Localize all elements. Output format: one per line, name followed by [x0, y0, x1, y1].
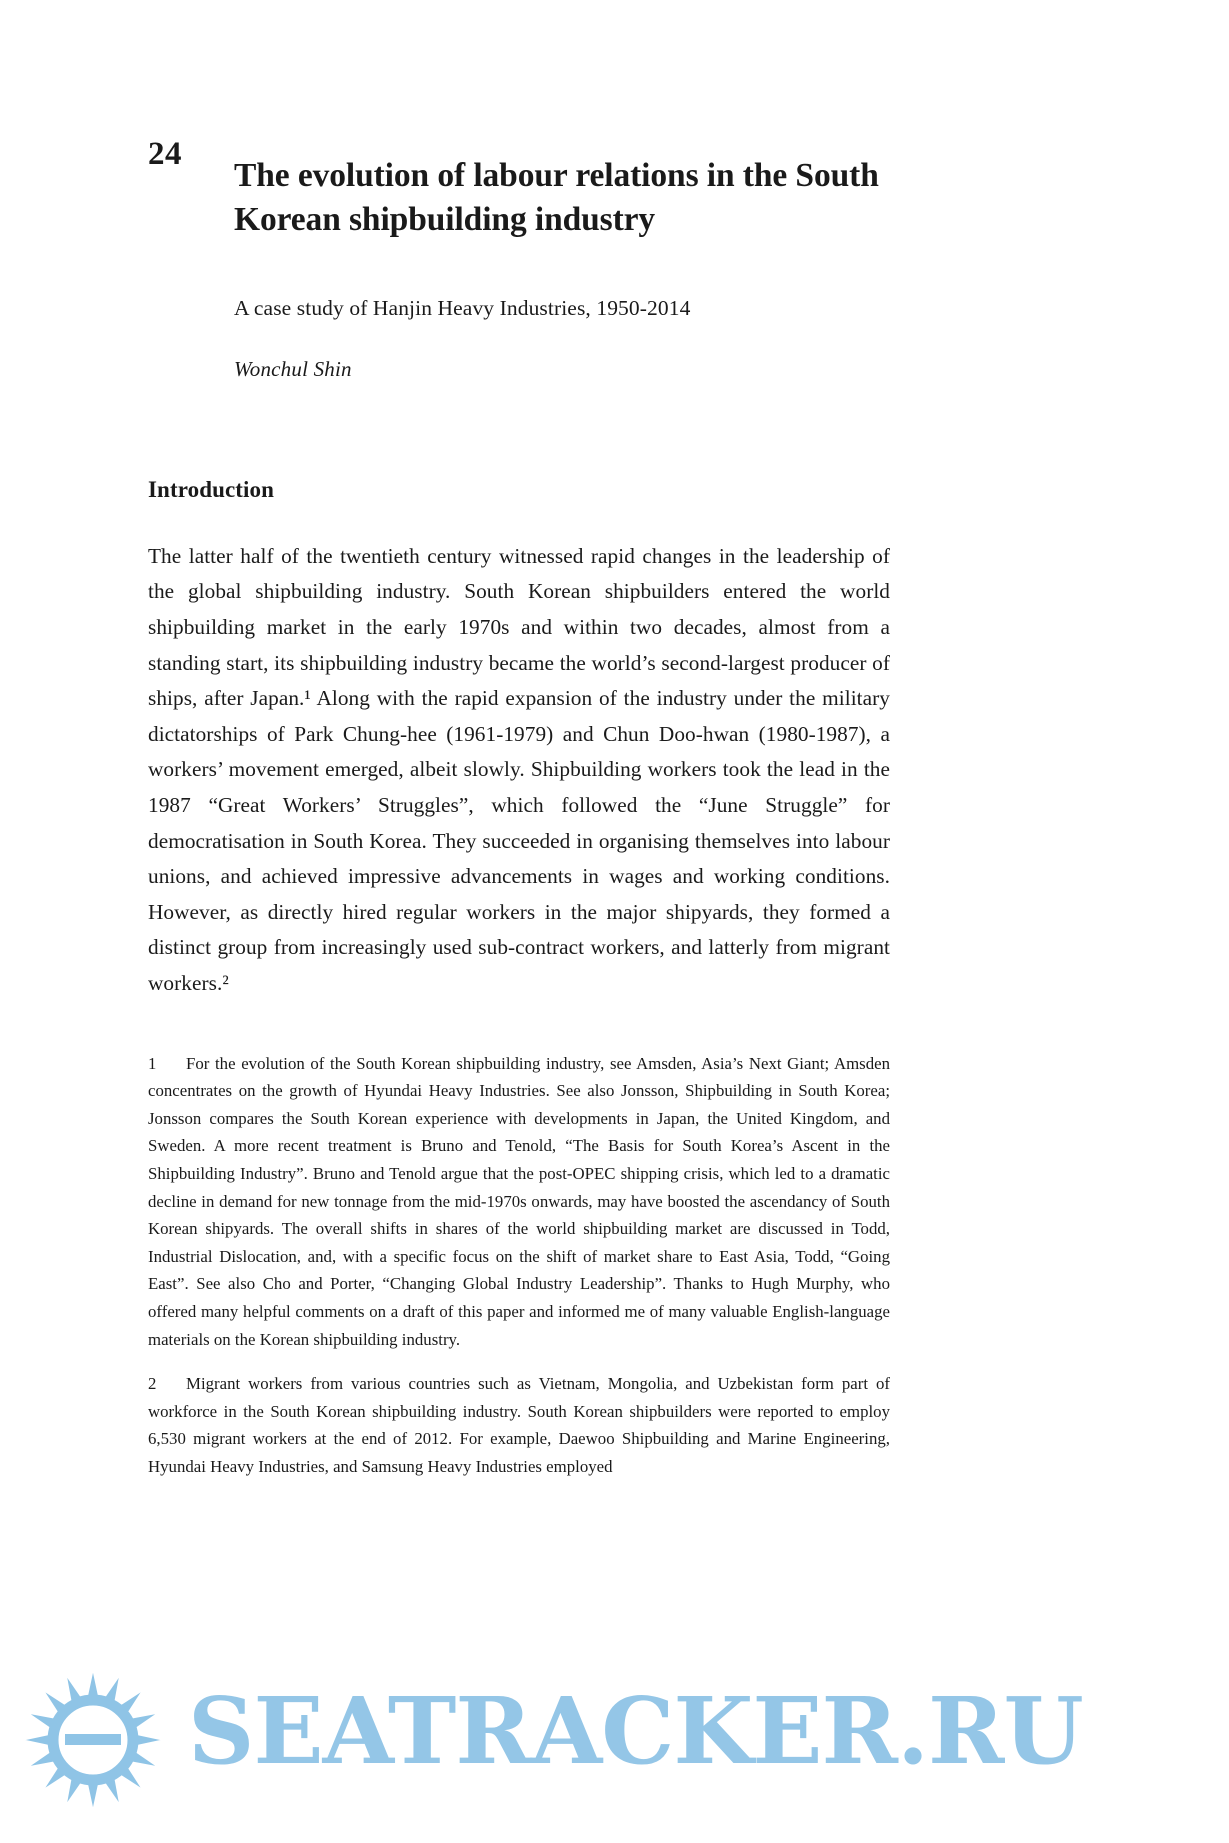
footnote-number: 2 — [148, 1373, 157, 1393]
author-name: Wonchul Shin — [234, 356, 352, 381]
footnotes-section — [148, 1050, 890, 1481]
footnote-item — [148, 1370, 890, 1480]
chapter-header — [148, 132, 890, 265]
watermark-text: SEATRACKER.RU — [188, 1677, 1083, 1785]
chapter-number: 24 — [148, 136, 182, 172]
watermark — [10, 1665, 1220, 1815]
page-content — [148, 132, 890, 1480]
footnote-text: Migrant workers from various countries such as Vietnam, Mongolia, and Uzbekistan form part of workforce in the South Korean shipbuilding industry. South Korean shipbuilders were reported to employ 6,530 migrant workers at the end of 2012. For example, Daewoo Shipbuilding and Marine Engineering, Hyundai Heavy Industries, and Samsung Heavy Industries employed — [148, 1373, 890, 1476]
page-title: The evolution of labour relations in the South Korean shipbuilding industry — [234, 157, 879, 239]
footnote-text: For the evolution of the South Korean shipbuilding industry, see Amsden, Asia’s Next Giant; Amsden concentrates on the growth of Hyundai Heavy Industries. See also Jonsson, Shipbuilding in South Korea; Jonsson compares the South Korean experience with developments in Japan, the United Kingdom, and Sweden. A more recent treatment is Bruno and Tenold, “The Basis for South Korea’s Ascent in the Shipbuilding Industry”. Bruno and Tenold argue that the post-OPEC shipping crisis, which led to a dramatic decline in demand for new tonnage from the mid-1970s onwards, may have boosted the ascendancy of South Korean shipyards. The overall shifts in shares of the world shipbuilding market are discussed in Todd, Industrial Dislocation, and, with a specific focus on the shift of market share to East Asia, Todd, “Going East”. See also Cho and Porter, “Changing Global Industry Leadership”. Thanks to Hugh Murphy, who offered many helpful comments on a draft of this paper and informed me of many valuable English-language materials on the Korean shipbuilding industry. — [148, 1053, 890, 1349]
sun-burst-icon — [18, 1665, 168, 1815]
footnote-item — [148, 1050, 890, 1354]
section-heading-introduction: Introduction — [148, 476, 275, 502]
footnote-number: 1 — [148, 1053, 157, 1073]
body-paragraph: The latter half of the twentieth century witnessed rapid changes in the leadership of the global shipbuilding industry. South Korean shipbuilders entered the world shipbuilding market in the early 1970s and within two decades, almost from a standing start, its shipbuilding industry became the world’s second-largest producer of ships, after Japan.¹ Along with the rapid expansion of the industry under the military dictatorships of Park Chung-hee (1961-1979) and Chun Doo-hwan (1980-1987), a workers’ movement emerged, albeit slowly. Shipbuilding workers took the lead in the 1987 “Great Workers’ Struggles”, which followed the “June Struggle” for democratisation in South Korea. They succeeded in organising themselves into labour unions, and achieved impressive advancements in wages and working conditions. However, as directly hired regular workers in the major shipyards, they formed a distinct group from increasingly used sub-contract workers, and latterly from migrant workers.² — [148, 543, 890, 995]
page-subtitle: A case study of Hanjin Heavy Industries, 1950-2014 — [234, 295, 691, 320]
